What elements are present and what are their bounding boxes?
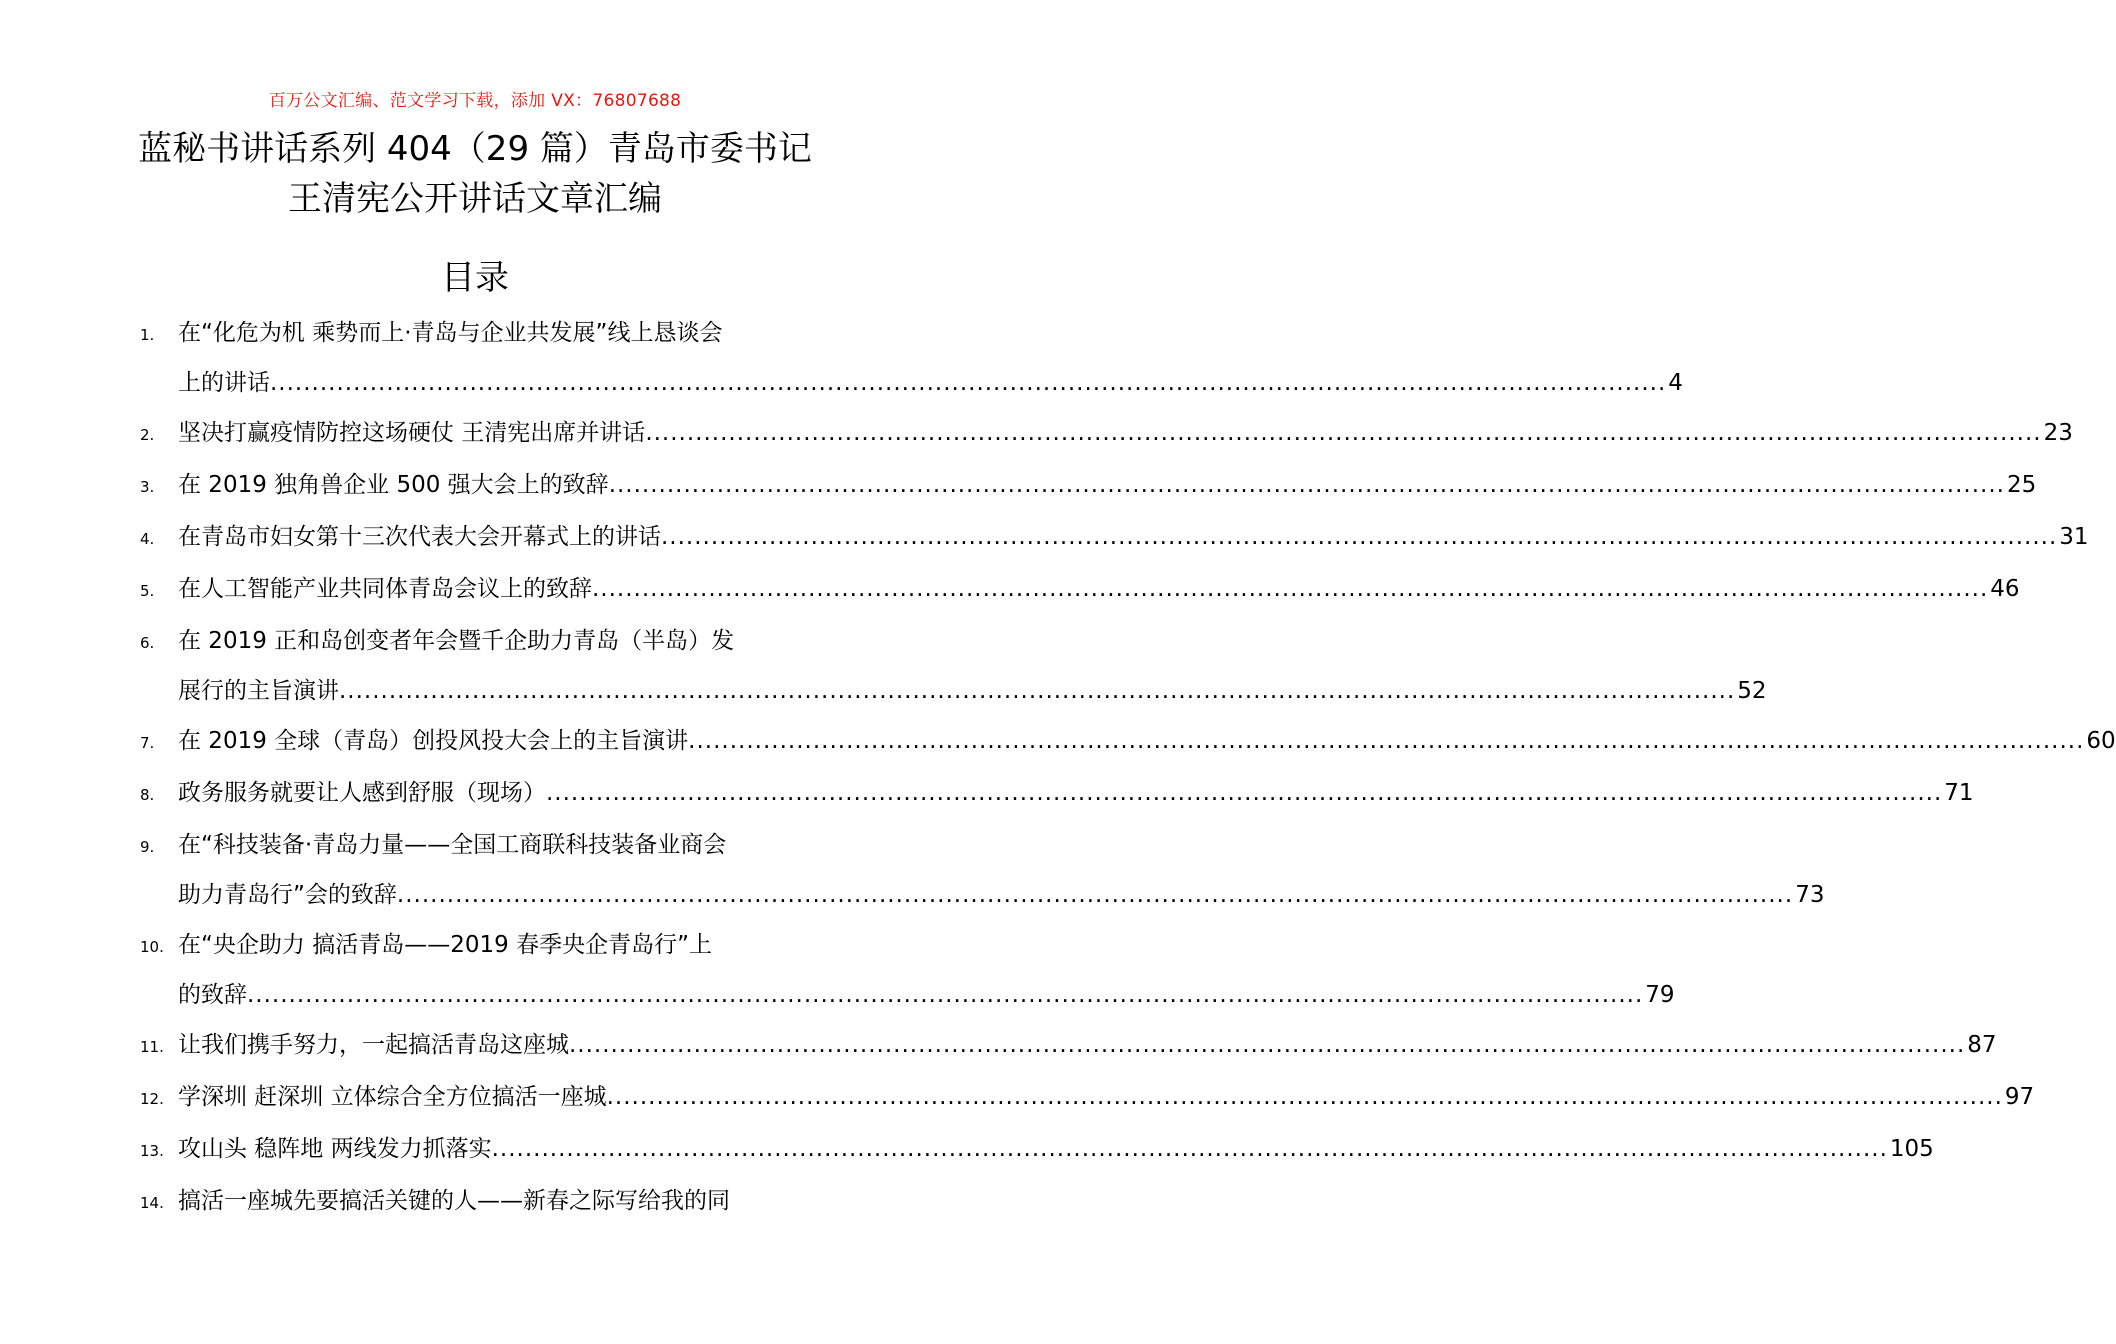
toc-dot-leader xyxy=(339,666,1735,716)
table-of-contents xyxy=(140,308,2116,1228)
toc-dot-leader xyxy=(645,408,2041,458)
toc-entry[interactable] xyxy=(140,460,2037,512)
toc-entry[interactable] xyxy=(140,512,2089,564)
toc-entry-number: 9. xyxy=(140,838,155,856)
toc-entry-line xyxy=(178,308,1683,358)
toc-entry-title: 学深圳 赶深圳 立体综合全方位搞活一座城 xyxy=(178,1084,607,1110)
toc-entry-line xyxy=(178,716,2116,766)
toc-entry[interactable] xyxy=(140,1072,2035,1124)
toc-dot-leader xyxy=(592,564,1988,614)
toc-entry-line xyxy=(178,408,2073,458)
toc-dot-leader xyxy=(607,1072,2003,1122)
toc-entry-title: 在 2019 全球（青岛）创投风投大会上的主旨演讲 xyxy=(178,728,689,754)
toc-entry-line xyxy=(178,512,2089,562)
toc-entry[interactable] xyxy=(140,768,1974,820)
toc-entry-body xyxy=(178,616,1767,716)
toc-entry-number: 3. xyxy=(140,478,155,496)
toc-entry-title: 政务服务就要让人感到舒服（现场） xyxy=(178,780,546,806)
toc-dot-leader xyxy=(492,1124,1888,1174)
toc-entry-number: 8. xyxy=(140,786,155,804)
toc-entry[interactable] xyxy=(140,920,1675,1020)
toc-page-number[interactable]: 25 xyxy=(2006,472,2037,498)
document-title: 蓝秘书讲话系列 404（29 篇）青岛市委书记王清宪公开讲话文章汇编 xyxy=(138,129,812,219)
toc-entry-line xyxy=(178,1020,1997,1070)
toc-entry-body xyxy=(178,716,2116,766)
toc-dot-leader xyxy=(247,970,1643,1020)
toc-entry-title: 在“科技装备·青岛力量——全国工商联科技装备业商会 xyxy=(178,832,727,858)
toc-entry-line xyxy=(178,1176,810,1226)
toc-entry-line xyxy=(178,768,1974,818)
toc-entry-body xyxy=(178,820,1824,920)
toc-dot-leader xyxy=(688,716,2084,766)
toc-entry-title: 在 2019 正和岛创变者年会暨千企助力青岛（半岛）发 xyxy=(178,628,735,654)
toc-entry-title: 展行的主旨演讲 xyxy=(178,678,339,704)
toc-entry-number: 12. xyxy=(140,1090,164,1108)
toc-entry-body xyxy=(178,768,1974,818)
toc-entry-line xyxy=(178,1124,1934,1174)
toc-entry-number: 4. xyxy=(140,530,155,548)
toc-page-number[interactable]: 4 xyxy=(1668,370,1683,396)
toc-entry-number: 1. xyxy=(140,326,155,344)
toc-entry-number: 13. xyxy=(140,1142,164,1160)
toc-entry-title: 在“央企助力 搞活青岛——2019 春季央企青岛行”上 xyxy=(178,932,712,958)
header-note: 百万公文汇编、范文学习下载，添加 VX：76807688 xyxy=(268,91,682,111)
toc-entry-title: 在“化危为机 乘势而上·青岛与企业共发展”线上恳谈会 xyxy=(178,320,723,346)
toc-dot-leader xyxy=(546,768,1942,818)
toc-entry-number: 5. xyxy=(140,582,155,600)
toc-entry-number: 2. xyxy=(140,426,155,444)
toc-dot-leader xyxy=(270,358,1666,408)
toc-entry-line xyxy=(178,920,1675,970)
toc-entry-title: 搞活一座城先要搞活关键的人——新春之际写给我的同 xyxy=(178,1188,730,1214)
toc-page-number[interactable]: 23 xyxy=(2043,420,2073,446)
toc-page-number[interactable]: 46 xyxy=(1990,576,2020,602)
toc-entry-line xyxy=(178,870,1824,920)
toc-entry-title: 攻山头 稳阵地 两线发力抓落实 xyxy=(178,1136,492,1162)
toc-page-number[interactable]: 71 xyxy=(1944,780,1974,806)
toc-entry-title: 在人工智能产业共同体青岛会议上的致辞 xyxy=(178,576,592,602)
toc-entry-body xyxy=(178,512,2089,562)
toc-entry[interactable] xyxy=(140,564,2020,616)
toc-dot-leader xyxy=(569,1020,1965,1070)
toc-entry-number: 10. xyxy=(140,938,164,956)
toc-page-number[interactable]: 31 xyxy=(2059,524,2089,550)
toc-entry-number: 7. xyxy=(140,734,155,752)
toc-entry-number: 6. xyxy=(140,634,155,652)
toc-entry[interactable] xyxy=(140,820,1825,920)
toc-entry-body xyxy=(178,920,1675,1020)
toc-page-number[interactable]: 97 xyxy=(2004,1084,2035,1110)
toc-entry-body xyxy=(178,564,2020,614)
toc-entry-body xyxy=(178,1176,810,1226)
toc-entry[interactable] xyxy=(140,1020,1997,1072)
toc-entry-line xyxy=(178,616,1767,666)
toc-entry-title: 坚决打赢疫情防控这场硬仗 王清宪出席并讲话 xyxy=(178,420,646,446)
toc-dot-leader xyxy=(609,460,2005,510)
toc-entry-number: 14. xyxy=(140,1194,164,1212)
toc-entry-line xyxy=(178,970,1675,1020)
toc-entry[interactable] xyxy=(140,716,2116,768)
toc-page-number[interactable]: 87 xyxy=(1967,1032,1997,1058)
toc-entry-line xyxy=(178,460,2036,510)
toc-entry-body xyxy=(178,460,2036,510)
toc-dot-leader xyxy=(397,870,1793,920)
toc-entry-title: 助力青岛行”会的致辞 xyxy=(178,882,397,908)
toc-dot-leader xyxy=(661,512,2057,562)
toc-entry-title: 在 2019 独角兽企业 500 强大会上的致辞 xyxy=(178,472,609,498)
toc-entry-title: 让我们携手努力，一起搞活青岛这座城 xyxy=(178,1032,569,1058)
toc-entry-number: 11. xyxy=(140,1038,164,1056)
toc-entry-body xyxy=(178,1124,1934,1174)
toc-entry-line xyxy=(178,358,1683,408)
toc-entry-body xyxy=(178,1020,1997,1070)
toc-entry-title: 在青岛市妇女第十三次代表大会开幕式上的讲话 xyxy=(178,524,661,550)
toc-entry[interactable] xyxy=(140,1176,810,1228)
toc-entry-title: 的致辞 xyxy=(178,982,247,1008)
toc-page-number[interactable]: 52 xyxy=(1737,678,1767,704)
toc-entry-line xyxy=(178,666,1767,716)
toc-entry-line xyxy=(178,1072,2034,1122)
toc-heading: 目录 xyxy=(441,258,509,298)
toc-page-number[interactable]: 60 xyxy=(2086,728,2116,754)
toc-entry-line xyxy=(178,564,2020,614)
toc-entry-line xyxy=(178,820,1824,870)
toc-entry[interactable] xyxy=(140,1124,1934,1176)
toc-entry-body xyxy=(178,1072,2034,1122)
toc-entry-title: 上的讲话 xyxy=(178,370,270,396)
toc-page-number[interactable]: 105 xyxy=(1889,1136,1934,1162)
toc-entry[interactable] xyxy=(140,308,1683,408)
toc-entry-body xyxy=(178,308,1683,408)
toc-entry[interactable] xyxy=(140,616,1767,716)
toc-page-number[interactable]: 79 xyxy=(1645,982,1675,1008)
toc-entry[interactable] xyxy=(140,408,2073,460)
toc-entry-body xyxy=(178,408,2073,458)
toc-page-number[interactable]: 73 xyxy=(1795,882,1825,908)
